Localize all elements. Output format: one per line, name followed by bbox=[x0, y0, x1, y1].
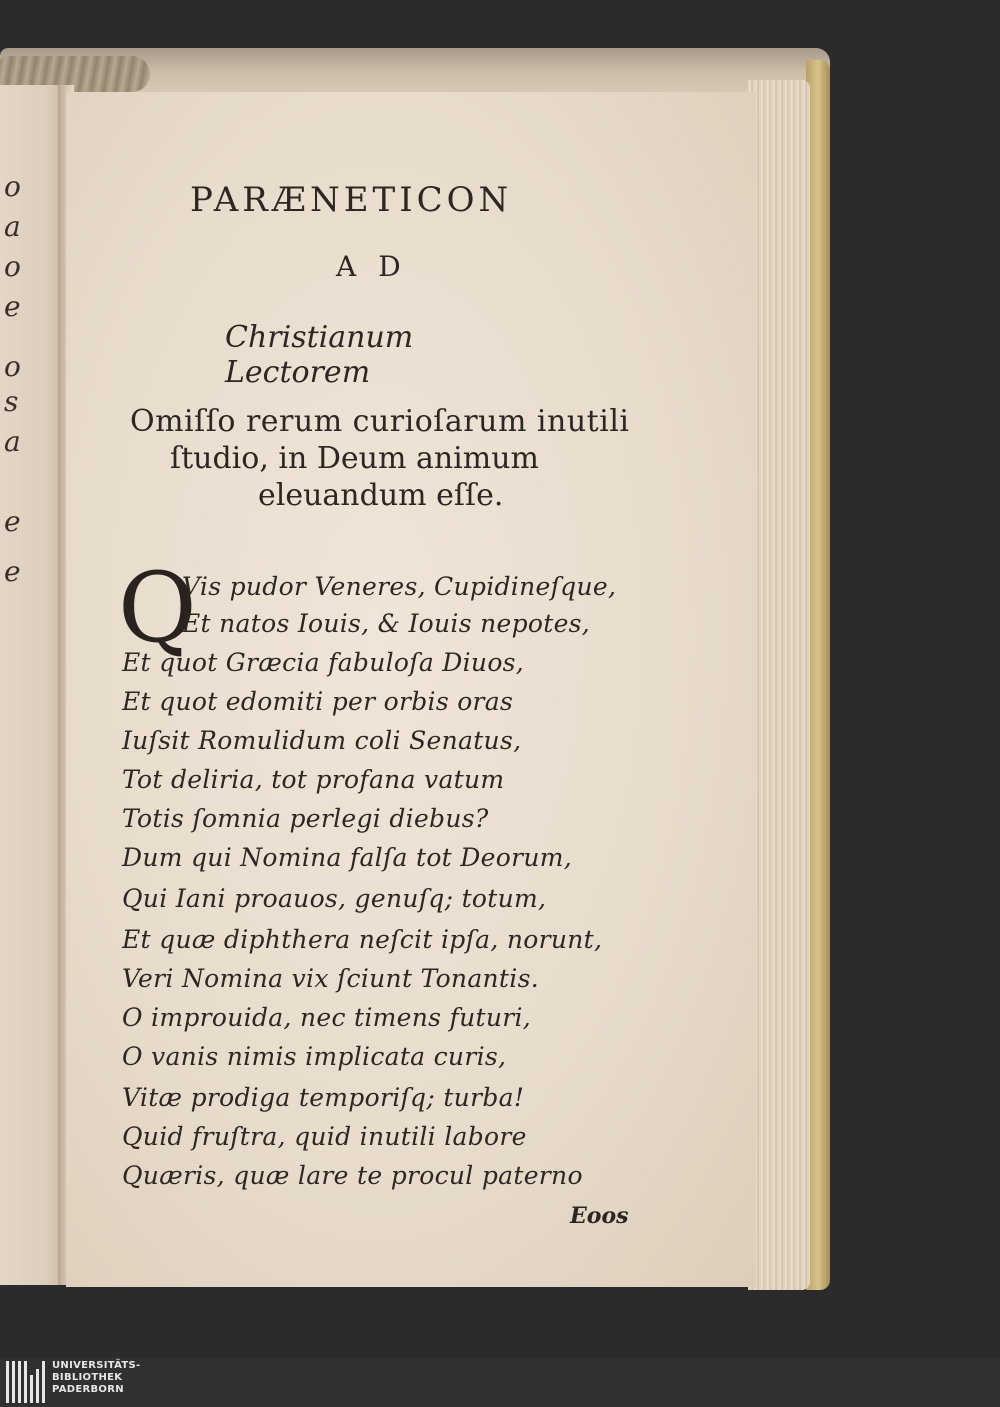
left-page-fragment bbox=[0, 85, 66, 1285]
title-addressee: Christianum Lectorem bbox=[225, 320, 414, 390]
library-logo-icon bbox=[6, 1361, 46, 1403]
drop-capital: Q bbox=[118, 552, 197, 664]
verse-line: Qui Iani proauos, genuſq; totum, bbox=[122, 884, 547, 913]
verse-line: Tot deliria, tot profana vatum bbox=[122, 765, 505, 794]
verse-line: Quid fruſtra, quid inutili labore bbox=[122, 1122, 527, 1151]
subtitle-line: Omiſſo rerum curioſarum inutili bbox=[130, 404, 630, 439]
page-edges bbox=[748, 80, 810, 1290]
verse-line: Quæris, quæ lare te procul paterno bbox=[122, 1161, 583, 1190]
left-page-letter: o bbox=[4, 170, 21, 203]
verse-line: O vanis nimis implicata curis, bbox=[122, 1042, 507, 1071]
left-page-letter: e bbox=[4, 290, 21, 323]
catchword: Eoos bbox=[570, 1203, 629, 1229]
verse-line: Et quot edomiti per orbis oras bbox=[122, 687, 514, 716]
subtitle-line: ſtudio, in Deum animum bbox=[170, 441, 539, 476]
verse-line: Vitæ prodiga temporiſq; turba! bbox=[122, 1083, 525, 1112]
library-logo-text: UNIVERSITÄTS- bbox=[52, 1360, 141, 1371]
left-page-letter: a bbox=[4, 210, 21, 243]
title-ad: AD bbox=[336, 250, 423, 283]
verse-line: Dum qui Nomina falſa tot Deorum, bbox=[122, 843, 572, 872]
verse-line: Vis pudor Veneres, Cupidineſque, bbox=[182, 572, 617, 601]
verse-line: Totis ſomnia perlegi diebus? bbox=[122, 804, 489, 833]
left-page-letter: o bbox=[4, 250, 21, 283]
verse-line: Et quot Græcia fabuloſa Diuos, bbox=[122, 648, 525, 677]
verse-line: Veri Nomina vix ſciunt Tonantis. bbox=[122, 964, 539, 993]
verse-line: Iuſsit Romulidum coli Senatus, bbox=[122, 726, 522, 755]
subtitle-line: eleuandum eſſe. bbox=[258, 478, 504, 513]
library-logo-text: PADERBORN bbox=[52, 1384, 124, 1395]
verse-line: O improuida, nec timens futuri, bbox=[122, 1003, 532, 1032]
left-page-letter: e bbox=[4, 505, 21, 538]
left-page-letter: e bbox=[4, 555, 21, 588]
verse-line: Et natos Iouis, & Iouis nepotes, bbox=[182, 609, 591, 638]
library-footer bbox=[0, 1357, 1000, 1407]
left-page-letter: a bbox=[4, 425, 21, 458]
page-title: PARÆNETICON bbox=[190, 180, 513, 220]
library-logo-text: BIBLIOTHEK bbox=[52, 1372, 123, 1383]
left-page-letter: o bbox=[4, 350, 21, 383]
left-page-letter: s bbox=[4, 385, 19, 418]
verse-line: Et quæ diphthera neſcit ipſa, norunt, bbox=[122, 925, 603, 954]
